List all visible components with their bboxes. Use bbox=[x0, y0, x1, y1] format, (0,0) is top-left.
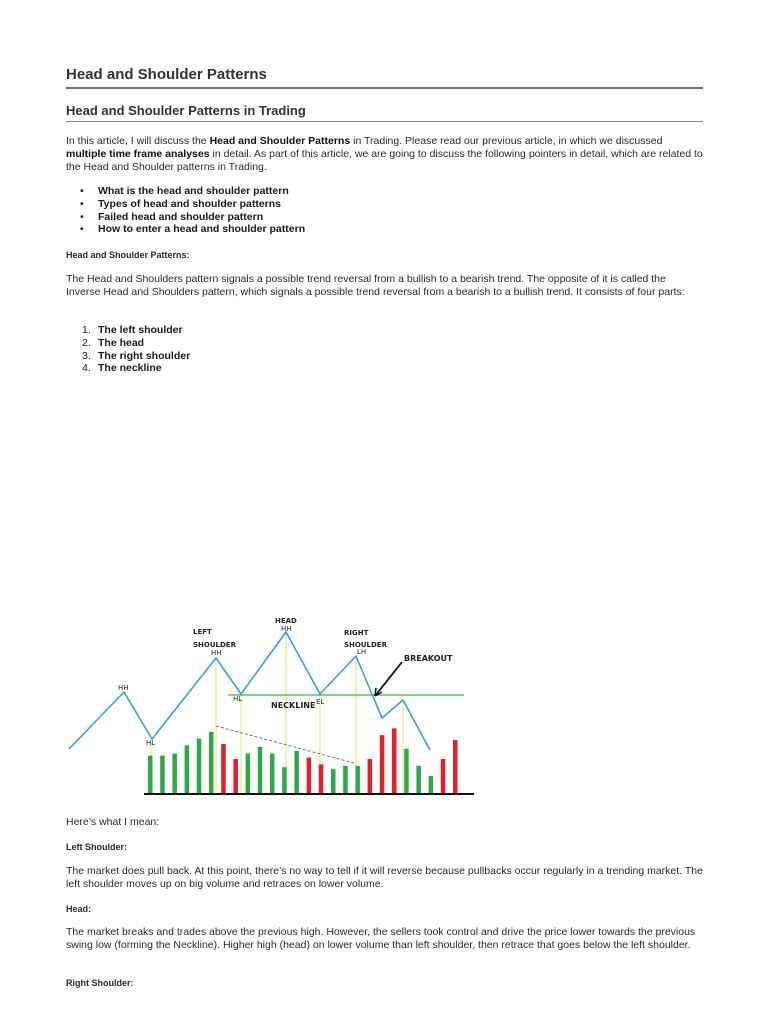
volume-bar bbox=[416, 766, 421, 793]
heading-head: Head: bbox=[66, 904, 92, 914]
volume-bar bbox=[453, 740, 458, 793]
pointers-list bbox=[66, 185, 305, 236]
volume-bar bbox=[368, 759, 373, 793]
label-right-shoulder-1: RIGHT bbox=[344, 629, 369, 637]
head-paragraph: The market breaks and trades above the previous high. However, the sellers took control and drive the price lower towards the previous swing low (forming the Neckline). Higher high (head) on lower volume than left shoulder, then retrace that goes below the left shoulder. bbox=[66, 926, 696, 951]
label-hh-3: HH bbox=[281, 625, 292, 633]
label-neckline: NECKLINE bbox=[271, 701, 316, 710]
hs-paragraph: The Head and Shoulders pattern signals a possible trend reversal from a bullish to a bearish trend. The opposite of it is called the Inverse Head and Shoulders pattern, which signals a possible trend reversal from a bearish to a bullish trend. It consists of four parts: bbox=[66, 273, 685, 298]
list-item: 4. The neckline bbox=[82, 362, 162, 375]
intro-text-3: in detail. As part of this article, we are going to discuss the following pointers in detail, which are related to the Head and Shoulder patterns in Trading. bbox=[66, 147, 703, 173]
label-left-shoulder-1: LEFT bbox=[193, 628, 212, 636]
volume-bar bbox=[441, 759, 446, 793]
volume-bar bbox=[343, 766, 348, 793]
label-el: EL bbox=[316, 698, 325, 706]
list-item: 1. The left shoulder bbox=[82, 324, 183, 336]
volume-bar bbox=[148, 756, 153, 793]
volume-bar bbox=[233, 759, 238, 793]
list-item: • How to enter a head and shoulder pattern bbox=[80, 223, 306, 236]
volume-bar bbox=[429, 776, 434, 793]
intro-text-1: In this article, I will discuss the bbox=[66, 135, 210, 147]
intro-text-2: in Trading. Please read our previous article, in which we discussed bbox=[350, 135, 663, 147]
bullet-icon: • bbox=[80, 197, 84, 210]
diagram-svg bbox=[64, 612, 484, 802]
label-hh-1: HH bbox=[118, 684, 129, 692]
list-item: • Types of head and shoulder patterns bbox=[80, 197, 282, 210]
page-title: Head and Shoulder Patterns bbox=[66, 66, 703, 89]
volume-trend-line bbox=[216, 726, 354, 763]
volume-bars bbox=[148, 728, 458, 793]
volume-bar bbox=[282, 767, 287, 793]
heading-left-shoulder: Left Shoulder: bbox=[66, 842, 127, 852]
breakout-arrow bbox=[375, 662, 402, 696]
volume-bar bbox=[258, 747, 263, 793]
volume-bar bbox=[270, 754, 275, 793]
bullet-icon: • bbox=[80, 185, 84, 197]
volume-bar bbox=[197, 739, 202, 793]
parts-list bbox=[66, 324, 190, 375]
volume-bar bbox=[246, 754, 251, 793]
section-title: Head and Shoulder Patterns in Trading bbox=[66, 103, 703, 122]
label-lh: LH bbox=[357, 648, 367, 656]
list-item: 2. The head bbox=[82, 336, 145, 349]
label-head: HEAD bbox=[275, 617, 297, 625]
head-and-shoulders-diagram bbox=[64, 612, 484, 807]
volume-bar bbox=[160, 756, 165, 793]
list-item: • What is the head and shoulder pattern bbox=[80, 185, 289, 197]
volume-bar bbox=[331, 769, 336, 793]
left-shoulder-paragraph: The market does pull back. At this point, there’s no way to tell if it will reverse because pullbacks occur regularly in a trending market. The left shoulder moves up on big volume and retraces on lower volume. bbox=[66, 865, 703, 890]
intro-paragraph bbox=[66, 135, 703, 173]
intro-bold-1: Head and Shoulder Patterns bbox=[209, 135, 351, 147]
list-item: • Failed head and shoulder pattern bbox=[80, 210, 264, 223]
volume-bar bbox=[404, 749, 409, 793]
volume-bar bbox=[392, 728, 397, 793]
bullet-icon: • bbox=[80, 210, 84, 223]
bullet-icon: • bbox=[80, 223, 84, 236]
label-left-shoulder-2: SHOULDER bbox=[193, 641, 236, 649]
label-hh-2: HH bbox=[211, 649, 222, 657]
volume-bar bbox=[221, 744, 226, 793]
volume-bar bbox=[380, 735, 385, 793]
volume-bar bbox=[355, 766, 360, 793]
label-right-shoulder-2: SHOULDER bbox=[344, 641, 387, 649]
volume-bar bbox=[209, 732, 214, 793]
volume-bar bbox=[172, 754, 177, 793]
label-hl-1: HL bbox=[146, 739, 156, 747]
label-breakout: BREAKOUT bbox=[404, 654, 453, 663]
heading-hs-patterns: Head and Shoulder Patterns: bbox=[66, 250, 190, 260]
volume-bar bbox=[294, 751, 299, 793]
intro-bold-2: multiple time frame analyses bbox=[66, 147, 210, 160]
volume-bar bbox=[185, 745, 190, 793]
volume-bar bbox=[307, 758, 312, 793]
list-item: 3. The right shoulder bbox=[82, 349, 191, 362]
volume-bar bbox=[319, 764, 324, 793]
heading-right-shoulder: Right Shoulder: bbox=[66, 978, 134, 988]
label-hl-2: HL bbox=[233, 695, 243, 703]
intro2-paragraph: Here’s what I mean: bbox=[66, 816, 160, 828]
